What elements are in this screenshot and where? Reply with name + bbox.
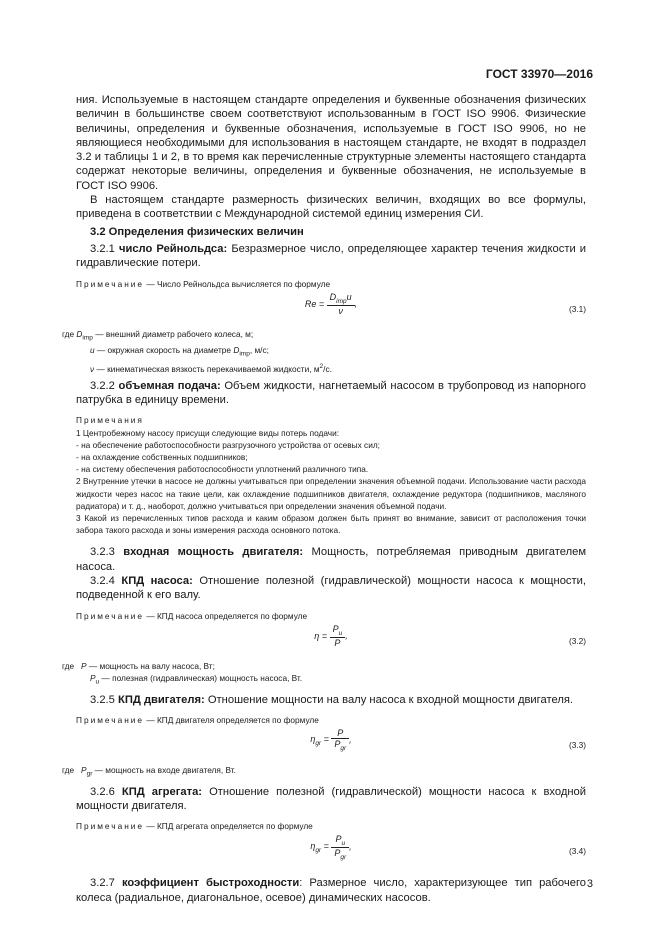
definition-3-2-7: 3.2.7 коэффициент быстроходности: Размерное число, характеризующее тип рабочего колеса (радиальное, диагональное, осевое) динамических насосов. <box>76 877 586 904</box>
formula-3-4: $\eta_{gr}$ = $\frac{P_u}{P_{gr}}$ , (3.4) <box>310 834 586 862</box>
notes-3-2-2 <box>76 414 586 536</box>
definition-term: КПД агрегата: <box>121 785 203 798</box>
definition-term: объемная подача: <box>118 379 221 392</box>
page-content <box>62 93 587 905</box>
note-3-2-6: Примечание — КПД агрегата определяется по формуле <box>76 821 313 832</box>
note-text: Число Рейнольдса вычисляется по формуле <box>156 278 331 289</box>
definition-3-2-2: 3.2.2 объемная подача: Объем жидкости, нагнетаемый насосом в трубопровод из напорного патрубка в единицу времени. <box>76 379 587 407</box>
definition-3-2-6: 3.2.6 КПД агрегата: Отношение полезной (гидравлической) мощности насоса к входной мощности двигателя. <box>76 785 587 812</box>
intro-paragraph-2: В настоящем стандарте размерность физических величин, входящих во все формулы, приведена в соответствии с Международной системой единиц измерения СИ. <box>76 194 586 221</box>
note-label: Примечание <box>76 278 145 289</box>
note-item: 2 Внутренние утечки в насосе не должны учитываться при определении значения объемной подачи. Использование части расхода жидкости через насос на такие цели, как охлаждение подшипников двигателя, охлаждение редуктора (подшипников, масляного радиатора) и т. д., наоборот, должно учитываться при определении значения объемной подачи. <box>76 476 586 511</box>
fraction: $\frac{P}{P_{gr}}$ <box>331 728 349 752</box>
formula-3-2: η = $\frac{P_u}{P}$ , (3.2) <box>314 623 586 648</box>
definition-term: число Рейнольдса: <box>118 242 228 255</box>
note-item: - на систему обеспечения работоспособности уплотнений различного типа. <box>76 464 369 475</box>
note-item: 3 Какой из перечисленных типов расхода и каким образом должен быть принят во внимание, зависит от расположения точки забора такого расхода и зоны измерения расхода основного потока. <box>76 513 586 536</box>
note-item: - на охлаждение собственных подшипников; <box>76 452 248 463</box>
definition-term: КПД двигателя: <box>118 693 205 706</box>
formula-3-1: Re = $\frac{D_{imp}u}{\nu}$ , (3.1) <box>304 291 586 316</box>
page-number: 3 <box>586 878 593 890</box>
formula-lhs: Re = <box>304 298 325 309</box>
formula-number: (3.2) <box>568 635 586 646</box>
document-code: ГОСТ 33970—2016 <box>485 67 593 81</box>
where-block-3-1: где $D_{imp}$ — внешний диаметр рабочего колеса, м; u — окружная скорость на диаметре $D_{imp}$, м/с; ν — кинематическая вязкость перекачиваемой жидкости, $м^2/с$. <box>62 328 332 374</box>
fraction: $\frac{D_{imp}u}{\nu}$ <box>327 292 355 316</box>
definition-term: входная мощность двигателя: <box>123 546 304 559</box>
note-item: 1 Центробежному насосу присущи следующие виды потерь подачи: <box>76 427 340 438</box>
note-item: - на обеспечение работоспособности разгрузочного устройства от осевых сил; <box>76 439 380 450</box>
fraction: $\frac{P_u}{P_{gr}}$ <box>331 834 349 861</box>
definition-3-2-4: 3.2.4 КПД насоса: Отношение полезной (гидравлической) мощности насоса к мощности, подведенной к его валу. <box>76 575 586 602</box>
intro-paragraph-1: ния. Используемые в настоящем стандарте определения и буквенные обозначения физических величин в большинстве своем соответствуют использованным в ГОСТ ISO 9906. Физические величины, определения и буквенные обозначения, используемые в ГОСТ ISO 9906, но не являющиеся необходимыми для использования в настоящем стандарте, не входят в подраздел 3.2 и таблицы 1 и 2, в то время как перечисленные структурные элементы настоящего стандарта содержат некоторые величины, определения и буквенные обозначения, не используемые в ГОСТ ISO 9906. <box>76 94 586 192</box>
note-3-2-1: Примечание — Число Рейнольдса вычисляется по формуле <box>76 278 331 289</box>
formula-number: (3.3) <box>568 740 586 751</box>
formula-3-3: $\eta_{gr}$ = $\frac{P}{P_{gr}}$ , (3.3) <box>310 728 586 752</box>
definition-3-2-5: 3.2.5 КПД двигателя: Отношение мощности на валу насоса к входной мощности двигателя. <box>90 693 574 706</box>
definition-3-2-1 <box>76 242 586 271</box>
formula-number: (3.1) <box>568 303 586 314</box>
where-block-3-2: где P — мощность на валу насоса, Вт; $P_u$ — полезная (гидравлическая) мощность насоса, Вт. <box>62 660 303 686</box>
note-3-2-5: Примечание — КПД двигателя определяется по формуле <box>76 714 319 725</box>
definition-3-2-3: 3.2.3 входная мощность двигателя: Мощность, потребляемая приводным двигателем насоса. <box>76 546 587 573</box>
section-title: 3.2 Определения физических величин <box>90 225 304 238</box>
note-3-2-4: Примечание — КПД насоса определяется по формуле <box>76 610 308 621</box>
notes-title: Примечания <box>76 415 144 426</box>
definition-text: Безразмерное число, определяющее характер течения жидкости и гидравлические потери. <box>76 242 587 270</box>
definition-term: КПД насоса: <box>121 575 193 588</box>
formula-number: (3.4) <box>568 846 586 857</box>
definition-number: 3.2.1 <box>90 242 115 255</box>
fraction: $\frac{P_u}{P}$ <box>330 624 346 648</box>
where-block-3-3: где $P_{gr}$ — мощность на входе двигателя, Вт. <box>62 765 236 778</box>
definition-term: коэффициент быстроходности <box>121 877 300 890</box>
